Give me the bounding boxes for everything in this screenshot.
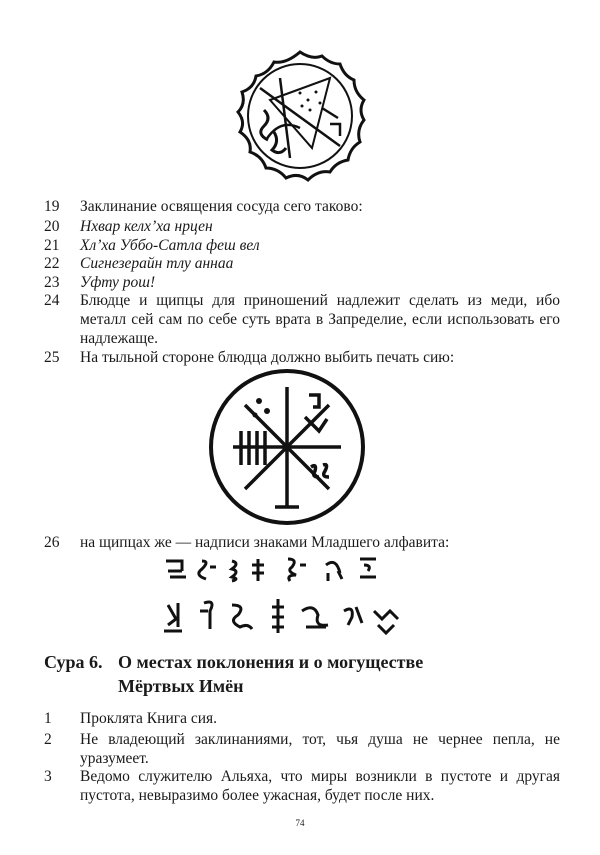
verse-2: 2 Не владеющий заклинаниями, тот, чья душа не чернее пепла, не уразумеет. — [44, 731, 560, 767]
verse-26: 26 на щипцах же — надписи знаками Младшего алфавита: — [44, 534, 450, 551]
verse-25: 25 На тыльной стороне блюдца должно выбить печать сию: — [44, 349, 455, 366]
verse-19: 19 Заклинание освящения сосуда сего таково: — [44, 198, 363, 215]
plate-seal-illustration — [205, 367, 369, 527]
verse-1: 1 Проклята Книга сия. — [44, 710, 218, 727]
page-number: 74 — [295, 818, 305, 828]
verse-24: 24 Блюдце и щипцы для приношений надлежит сделать из меди, ибо металл сей сам по себе суть врата в Запределие, если использовать его надлежаще. — [44, 292, 560, 347]
verse-23: 23 Уфту рош! — [44, 274, 156, 291]
verse-20: 20 Нхвар келх’ха нрцен — [44, 218, 213, 235]
verse-22: 22 Сигнезерайн тлу аннаа — [44, 255, 234, 272]
verse-21: 21 Хл’ха Уббо-Сатла феш вел — [44, 237, 260, 254]
verse-3: 3 Ведомо служителю Альяха, что миры возникли в пустоте и другая пустота, невыразимо более ужасная, будет после них. — [44, 768, 560, 804]
sura-heading: Сура 6. О местах поклонения и о могуществе Мёртвых Имён — [44, 652, 424, 696]
vessel-seal-illustration — [230, 48, 370, 186]
lesser-alphabet-glyphs — [160, 555, 410, 645]
